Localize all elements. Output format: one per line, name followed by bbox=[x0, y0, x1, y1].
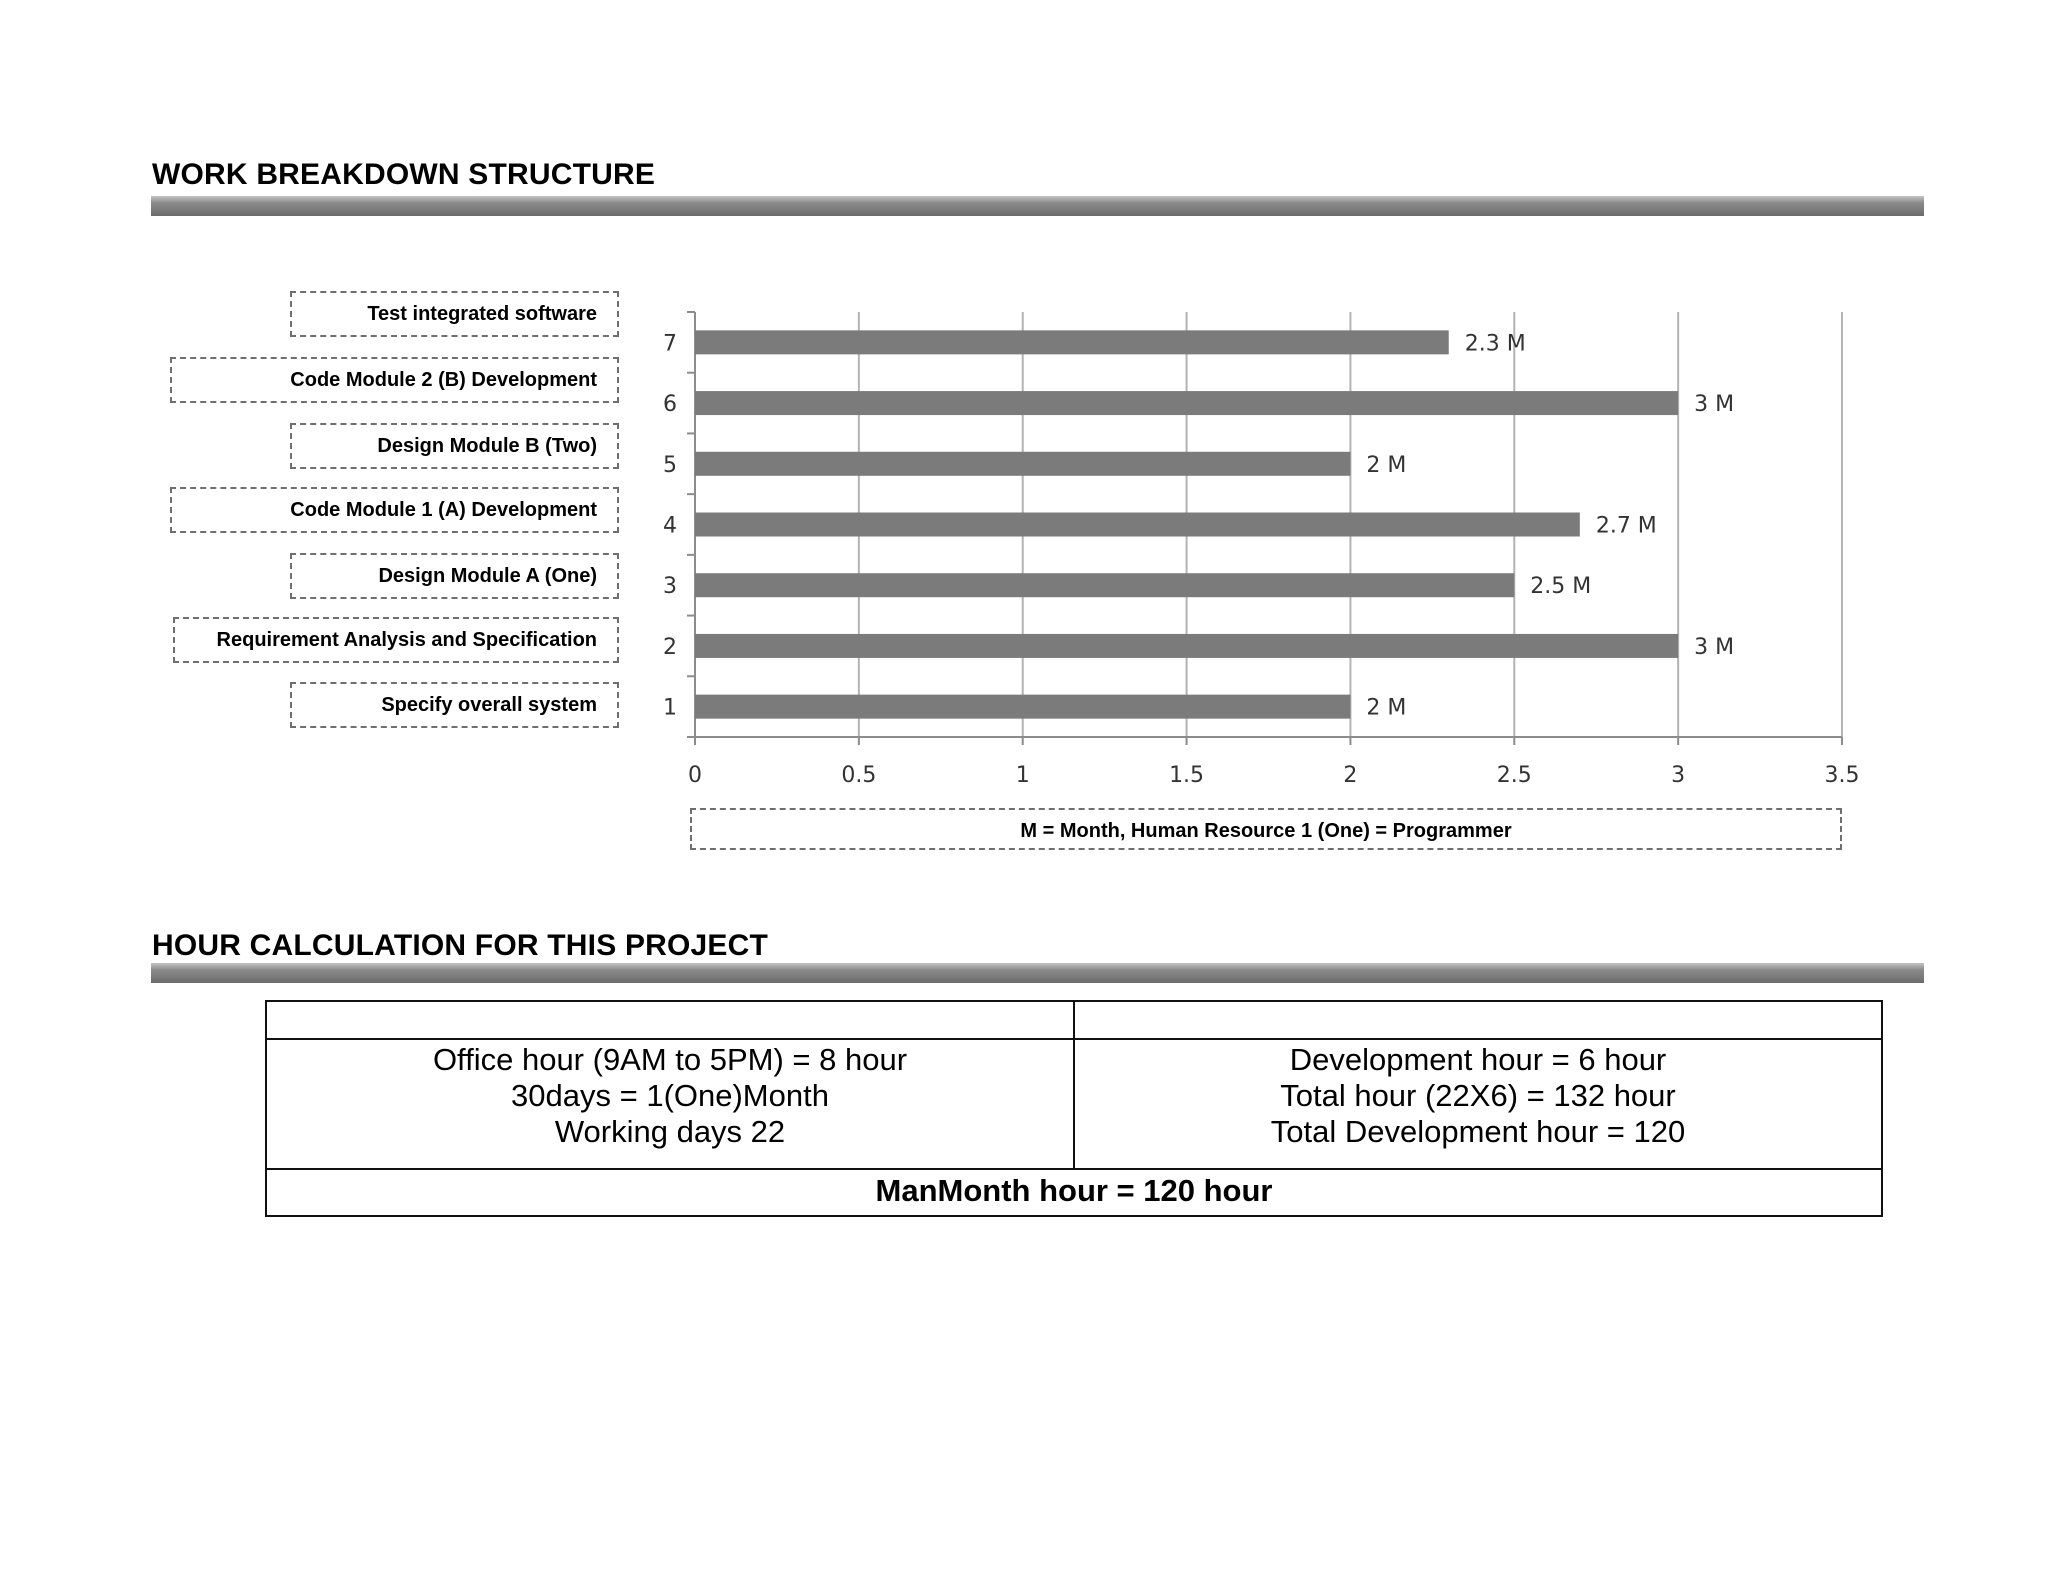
bar bbox=[695, 330, 1449, 354]
total-hour-text: Total hour (22X6) = 132 hour bbox=[1280, 1078, 1676, 1113]
x-tick-label: 2 bbox=[1343, 763, 1358, 788]
office-hour-text: Office hour (9AM to 5PM) = 8 hour bbox=[432, 1042, 908, 1077]
y-tick-label: 3 bbox=[663, 574, 677, 600]
bar bbox=[695, 695, 1350, 719]
table-row bbox=[266, 1039, 1882, 1169]
y-tick-label: 4 bbox=[663, 513, 677, 539]
data-label: 2 M bbox=[1366, 452, 1407, 478]
table-header-row bbox=[266, 1001, 1882, 1039]
data-label: 3 M bbox=[1694, 392, 1735, 418]
total-development-hour-text: Total Development hour = 120 bbox=[1270, 1114, 1686, 1149]
task-label-5: Design Module B (Two) bbox=[290, 423, 619, 469]
data-label: 3 M bbox=[1694, 634, 1735, 660]
working-days-text: Working days 22 bbox=[554, 1114, 786, 1149]
y-tick-label: 2 bbox=[663, 634, 677, 660]
task-label-7: Test integrated software bbox=[290, 291, 619, 337]
x-tick-label: 2.5 bbox=[1496, 763, 1532, 788]
bar bbox=[695, 634, 1678, 658]
data-label: 2.7 M bbox=[1595, 513, 1657, 539]
data-label: 2 M bbox=[1366, 695, 1407, 721]
table-total-row bbox=[266, 1169, 1882, 1216]
development-hour-text: Development hour = 6 hour bbox=[1289, 1042, 1667, 1077]
chart-legend-note: M = Month, Human Resource 1 (One) = Programmer bbox=[690, 808, 1842, 850]
bar bbox=[695, 513, 1580, 537]
task-label-6: Code Module 2 (B) Development bbox=[170, 357, 619, 403]
task-label-4: Code Module 1 (A) Development bbox=[170, 487, 619, 533]
office-hours-cell bbox=[266, 1039, 1074, 1169]
data-label: 2.5 M bbox=[1530, 574, 1592, 600]
data-label: 2.3 M bbox=[1464, 331, 1526, 357]
task-label-2: Requirement Analysis and Specification bbox=[173, 617, 619, 663]
y-tick-label: 5 bbox=[663, 452, 677, 478]
bar bbox=[695, 391, 1678, 415]
bar bbox=[695, 452, 1350, 476]
x-tick-label: 0 bbox=[688, 763, 702, 788]
development-hours-cell bbox=[1074, 1039, 1882, 1169]
hour-calculation-table bbox=[265, 1000, 1883, 1217]
manmonth-total: ManMonth hour = 120 hour bbox=[266, 1169, 1882, 1216]
y-tick-label: 6 bbox=[663, 392, 677, 418]
wbs-section-title: WORK BREAKDOWN STRUCTURE bbox=[152, 158, 656, 191]
task-label-1: Specify overall system bbox=[290, 682, 619, 728]
x-tick-label: 0.5 bbox=[841, 763, 877, 788]
x-tick-label: 1.5 bbox=[1169, 763, 1205, 788]
y-tick-label: 1 bbox=[663, 695, 677, 721]
task-label-3: Design Module A (One) bbox=[290, 553, 619, 599]
table-header-cell-right bbox=[1074, 1001, 1882, 1039]
hour-section-title: HOUR CALCULATION FOR THIS PROJECT bbox=[152, 929, 769, 962]
table-header-cell-left bbox=[266, 1001, 1074, 1039]
x-tick-label: 3 bbox=[1671, 763, 1686, 788]
month-days-text: 30days = 1(One)Month bbox=[511, 1078, 829, 1113]
x-tick-label: 3.5 bbox=[1824, 763, 1860, 788]
hour-section-rule bbox=[151, 963, 1924, 983]
bar bbox=[695, 573, 1514, 597]
y-tick-label: 7 bbox=[663, 331, 677, 357]
x-tick-label: 1 bbox=[1015, 763, 1030, 788]
